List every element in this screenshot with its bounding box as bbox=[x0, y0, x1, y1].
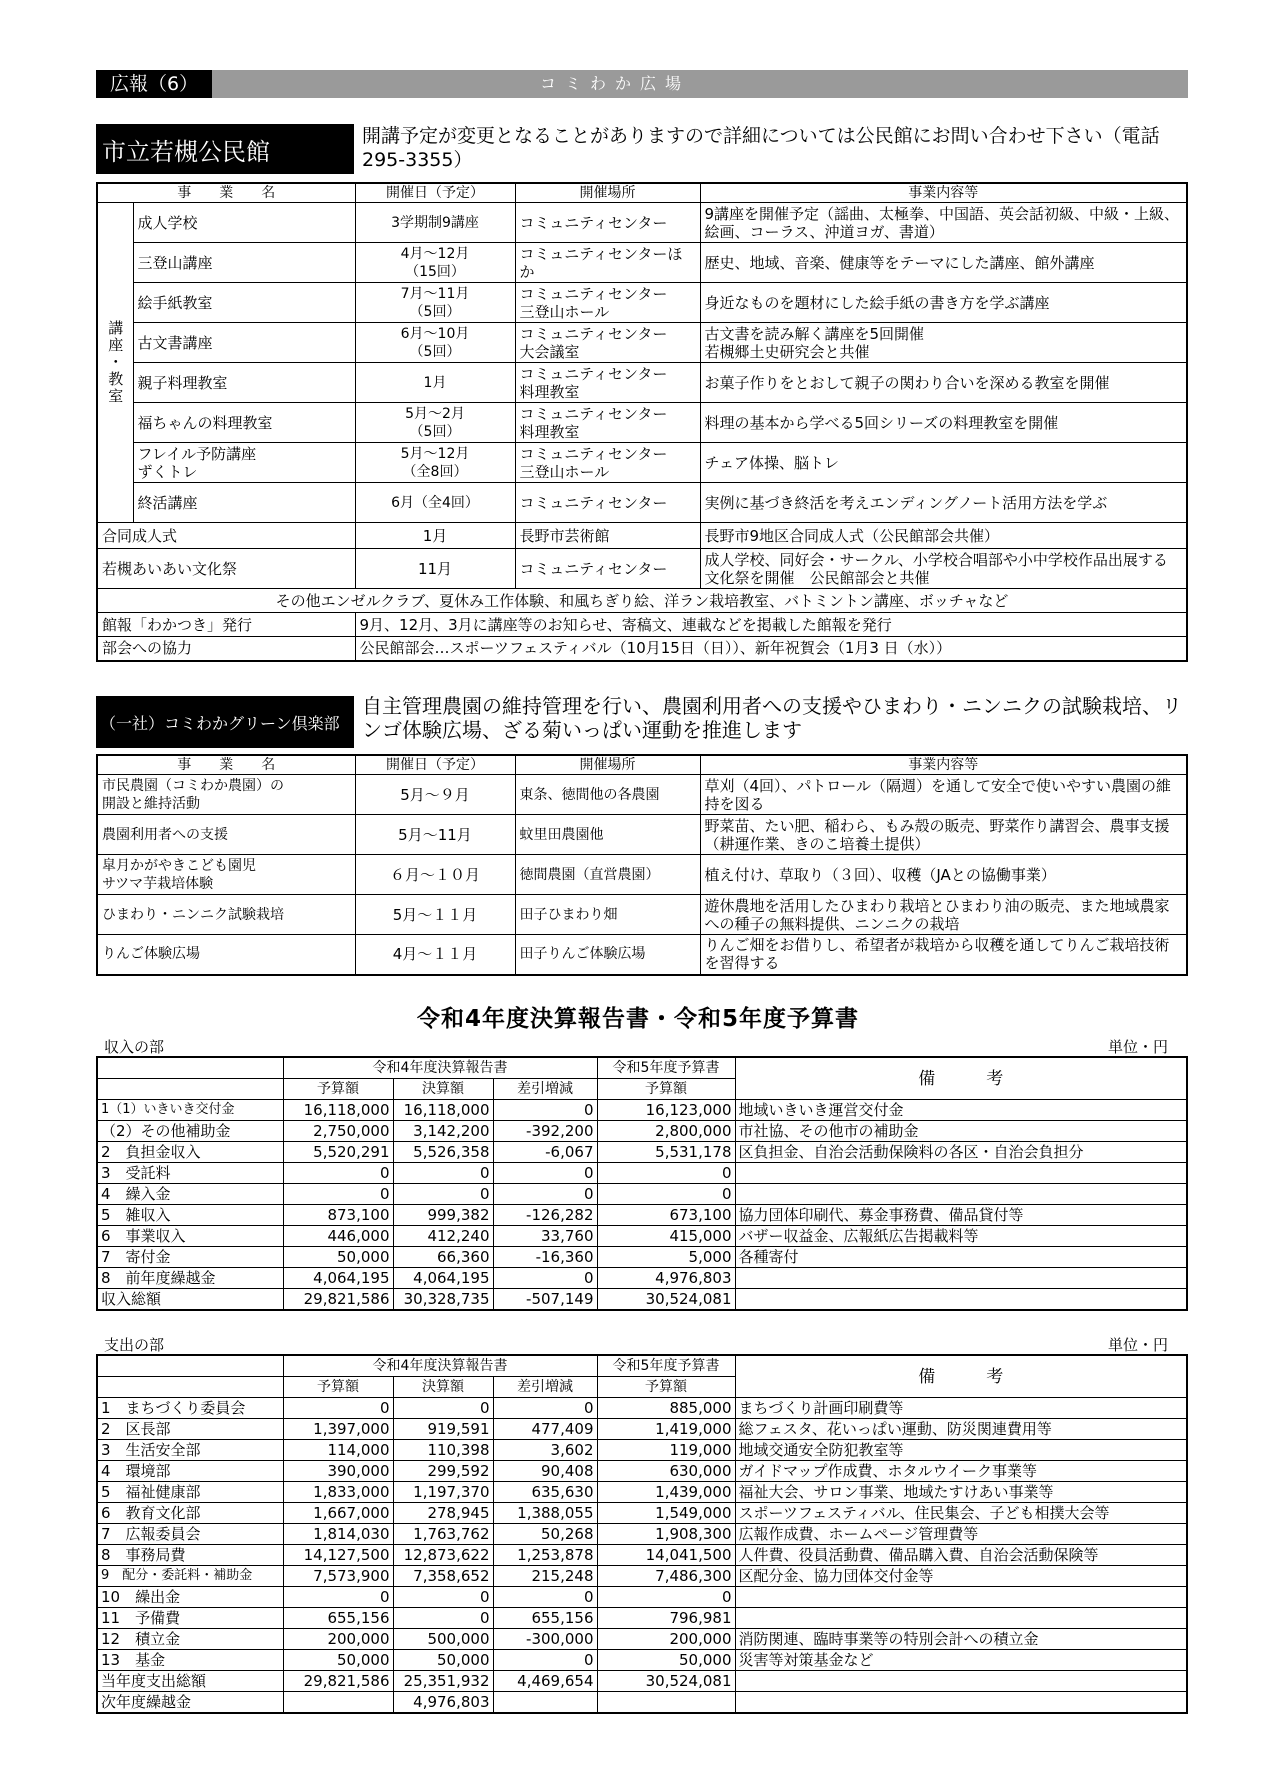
event-date: 3学期制9講座 bbox=[355, 203, 515, 243]
budget-value: 873,100 bbox=[283, 1205, 393, 1226]
event-place: コミュニティセンター 三登山ホール bbox=[515, 443, 700, 483]
empty-header bbox=[97, 1355, 283, 1377]
budget5-value: 630,000 bbox=[597, 1461, 735, 1482]
event-place: コミュニティセンター 三登山ホール bbox=[515, 283, 700, 323]
difference-value: 0 bbox=[493, 1587, 597, 1608]
kominkan-table bbox=[96, 182, 1188, 662]
settlement-value: 5,526,358 bbox=[393, 1142, 493, 1163]
table-row bbox=[97, 935, 1187, 975]
event-description: 公民館部会…スポーツフェスティバル（10月15日（日））、新年祝賀会（1月3 日（水）） bbox=[355, 637, 1187, 661]
item-name: 収入総額 bbox=[97, 1289, 283, 1311]
event-place: 田子りんご体験広場 bbox=[515, 935, 700, 975]
budget5-value bbox=[597, 1692, 735, 1714]
event-place: 徳間農園（直営農園） bbox=[515, 855, 700, 895]
event-description: 実例に基づき終活を考えエンディングノート活用方法を学ぶ bbox=[700, 483, 1187, 523]
budget5-value: 119,000 bbox=[597, 1440, 735, 1461]
notes-value bbox=[735, 1608, 1187, 1629]
table-row bbox=[97, 1608, 1187, 1629]
table-row bbox=[97, 1289, 1187, 1311]
event-description: 成人学校、同好会・サークル、小学校合唱部や小中学校作品出展する文化祭を開催 公民館部会と共催 bbox=[700, 549, 1187, 589]
event-description: 9月、12月、3月に講座等のお知らせ、寄稿文、連載などを掲載した館報を発行 bbox=[355, 613, 1187, 637]
notes-value bbox=[735, 1268, 1187, 1289]
event-date: 5月～11月 bbox=[355, 815, 515, 855]
difference-value: 635,630 bbox=[493, 1482, 597, 1503]
budget-value: 446,000 bbox=[283, 1226, 393, 1247]
other-events-note: その他エンゼルクラブ、夏休み工作体験、和風ちぎり絵、洋ラン栽培教室、バトミントン講座、ボッチャなど bbox=[97, 589, 1187, 613]
budget5-value: 1,549,000 bbox=[597, 1503, 735, 1524]
notes-value: 災害等対策基金など bbox=[735, 1650, 1187, 1671]
table-row bbox=[97, 1142, 1187, 1163]
item-name: 8 前年度繰越金 bbox=[97, 1268, 283, 1289]
table-row bbox=[97, 203, 1187, 243]
item-name: 6 教育文化部 bbox=[97, 1503, 283, 1524]
notes-value bbox=[735, 1184, 1187, 1205]
settlement-value: 50,000 bbox=[393, 1650, 493, 1671]
table-row bbox=[97, 363, 1187, 403]
budget5-value: 0 bbox=[597, 1163, 735, 1184]
notes-value: 地域いきいき運営交付金 bbox=[735, 1100, 1187, 1121]
table-row bbox=[97, 895, 1187, 935]
section-note-kominkan: 開講予定が変更となることがありますので詳細については公民館にお問い合わせ下さい（電話295-3355） bbox=[362, 125, 1160, 171]
item-name: 4 環境部 bbox=[97, 1461, 283, 1482]
budget-value: 1,667,000 bbox=[283, 1503, 393, 1524]
event-place: 蚊里田農園他 bbox=[515, 815, 700, 855]
event-name: 市民農園（コミわか農園）の 開設と維持活動 bbox=[97, 775, 355, 815]
notes-value bbox=[735, 1692, 1187, 1714]
item-name: 7 広報委員会 bbox=[97, 1524, 283, 1545]
settlement-value: 0 bbox=[393, 1398, 493, 1419]
event-name: 終活講座 bbox=[133, 483, 355, 523]
item-name: 12 積立金 bbox=[97, 1629, 283, 1650]
expense-table bbox=[96, 1354, 1188, 1714]
event-date: 7月～11月 （5回） bbox=[355, 283, 515, 323]
table-row bbox=[97, 1184, 1187, 1205]
table-row bbox=[97, 1226, 1187, 1247]
difference-value: 477,409 bbox=[493, 1419, 597, 1440]
budget-value: 7,573,900 bbox=[283, 1566, 393, 1587]
table-row bbox=[97, 1268, 1187, 1289]
budget-value: 200,000 bbox=[283, 1629, 393, 1650]
section-note-green-club: 自主管理農園の維持管理を行い、農園利用者への支援やひまわり・ニンニクの試験栽培、リンゴ体験広場、ざる菊いっぱい運動を推進します bbox=[362, 694, 1182, 742]
budget-value: 0 bbox=[283, 1587, 393, 1608]
income-unit-label: 単位・円 bbox=[1108, 1038, 1169, 1056]
table-row bbox=[97, 1247, 1187, 1268]
event-place: 東条、徳間他の各農園 bbox=[515, 775, 700, 815]
item-name: 2 負担金収入 bbox=[97, 1142, 283, 1163]
event-name: フレイル予防講座 ずくトレ bbox=[133, 443, 355, 483]
settlement-value: 110,398 bbox=[393, 1440, 493, 1461]
table-row bbox=[97, 1482, 1187, 1503]
settlement-value: 4,064,195 bbox=[393, 1268, 493, 1289]
budget-value: 2,750,000 bbox=[283, 1121, 393, 1142]
notes-value: ガイドマップ作成費、ホタルウイーク事業等 bbox=[735, 1461, 1187, 1482]
table-row bbox=[97, 1205, 1187, 1226]
budget5-value: 796,981 bbox=[597, 1608, 735, 1629]
budget-value: 4,064,195 bbox=[283, 1268, 393, 1289]
notes-value: 地域交通安全防犯教室等 bbox=[735, 1440, 1187, 1461]
event-name: 古文書講座 bbox=[133, 323, 355, 363]
settlement-value: 12,873,622 bbox=[393, 1545, 493, 1566]
budget-value: 50,000 bbox=[283, 1650, 393, 1671]
budget-value: 5,520,291 bbox=[283, 1142, 393, 1163]
item-name: 5 福祉健康部 bbox=[97, 1482, 283, 1503]
event-date: 1月 bbox=[355, 523, 515, 549]
settlement-value: 999,382 bbox=[393, 1205, 493, 1226]
budget-value: 0 bbox=[283, 1163, 393, 1184]
notes-value bbox=[735, 1289, 1187, 1311]
budget5-value: 200,000 bbox=[597, 1629, 735, 1650]
budget5-value: 30,524,081 bbox=[597, 1289, 735, 1311]
item-name: 7 寄付金 bbox=[97, 1247, 283, 1268]
difference-header: 差引増減 bbox=[493, 1377, 597, 1398]
event-date: 5月～１１月 bbox=[355, 895, 515, 935]
budget-header: 予算額 bbox=[283, 1377, 393, 1398]
difference-value: 0 bbox=[493, 1184, 597, 1205]
event-date: 6月～10月 （5回） bbox=[355, 323, 515, 363]
finance-title: 令和4年度決算報告書・令和5年度予算書 bbox=[416, 1006, 859, 1032]
notes-value: 総フェスタ、花いっぱい運動、防災関連費用等 bbox=[735, 1419, 1187, 1440]
budget5-value: 14,041,500 bbox=[597, 1545, 735, 1566]
event-place: コミュニティセンター 料理教室 bbox=[515, 403, 700, 443]
expense-unit-label: 単位・円 bbox=[1108, 1336, 1169, 1354]
table-row bbox=[97, 815, 1187, 855]
budget-value bbox=[283, 1692, 393, 1714]
budget5-value: 885,000 bbox=[597, 1398, 735, 1419]
budget5-value: 673,100 bbox=[597, 1205, 735, 1226]
event-name: 三登山講座 bbox=[133, 243, 355, 283]
table-row bbox=[97, 283, 1187, 323]
issue-badge: 広報（6） bbox=[96, 70, 212, 98]
difference-value: 3,602 bbox=[493, 1440, 597, 1461]
item-name: 10 繰出金 bbox=[97, 1587, 283, 1608]
item-name: 1（1）いきいき交付金 bbox=[97, 1100, 283, 1121]
difference-value: -300,000 bbox=[493, 1629, 597, 1650]
event-name: ひまわり・ニンニク試験栽培 bbox=[97, 895, 355, 935]
event-date: 11月 bbox=[355, 549, 515, 589]
budget-value: 655,156 bbox=[283, 1608, 393, 1629]
settlement-header: 決算額 bbox=[393, 1377, 493, 1398]
event-place: 長野市芸術館 bbox=[515, 523, 700, 549]
event-description: 身近なものを題材にした絵手紙の書き方を学ぶ講座 bbox=[700, 283, 1187, 323]
notes-value: 区配分金、協力団体交付金等 bbox=[735, 1566, 1187, 1587]
budget-value: 50,000 bbox=[283, 1247, 393, 1268]
table-row bbox=[97, 549, 1187, 589]
event-description: 野菜苗、たい肥、稲わら、もみ殻の販売、野菜作り講習会、農事支援（耕運作業、きのこ培養土提供） bbox=[700, 815, 1187, 855]
event-description: 歴史、地域、音楽、健康等をテーマにした講座、館外講座 bbox=[700, 243, 1187, 283]
event-date: 5月～９月 bbox=[355, 775, 515, 815]
column-header-content: 事業内容等 bbox=[700, 755, 1187, 775]
event-place: コミュニティセンターほか bbox=[515, 243, 700, 283]
table-row bbox=[97, 1503, 1187, 1524]
event-name: 絵手紙教室 bbox=[133, 283, 355, 323]
r4-group-header: 令和4年度決算報告書 bbox=[283, 1057, 597, 1079]
item-name: 8 事務局費 bbox=[97, 1545, 283, 1566]
section-label-green-club: （一社）コミわかグリーン倶楽部 bbox=[96, 696, 354, 748]
budget5-value: 30,524,081 bbox=[597, 1671, 735, 1692]
notes-value bbox=[735, 1587, 1187, 1608]
settlement-value: 0 bbox=[393, 1163, 493, 1184]
budget5-value: 16,123,000 bbox=[597, 1100, 735, 1121]
difference-value: 33,760 bbox=[493, 1226, 597, 1247]
notes-value: 区負担金、自治会活動保険料の各区・自治会負担分 bbox=[735, 1142, 1187, 1163]
budget5-value: 5,000 bbox=[597, 1247, 735, 1268]
difference-header: 差引増減 bbox=[493, 1079, 597, 1100]
table-row bbox=[97, 483, 1187, 523]
table-row bbox=[97, 637, 1187, 661]
notes-value bbox=[735, 1671, 1187, 1692]
difference-value: -6,067 bbox=[493, 1142, 597, 1163]
item-name: （2）その他補助金 bbox=[97, 1121, 283, 1142]
settlement-value: 500,000 bbox=[393, 1629, 493, 1650]
difference-value bbox=[493, 1692, 597, 1714]
budget-value: 390,000 bbox=[283, 1461, 393, 1482]
budget5-value: 4,976,803 bbox=[597, 1268, 735, 1289]
column-header-name: 事 業 名 bbox=[97, 183, 355, 203]
table-row bbox=[97, 1650, 1187, 1671]
event-date: 1月 bbox=[355, 363, 515, 403]
table-row bbox=[97, 1163, 1187, 1184]
notes-header: 備 考 bbox=[735, 1057, 1187, 1100]
notes-value bbox=[735, 1163, 1187, 1184]
budget5-header: 予算額 bbox=[597, 1079, 735, 1100]
item-name: 5 雑収入 bbox=[97, 1205, 283, 1226]
settlement-value: 4,976,803 bbox=[393, 1692, 493, 1714]
settlement-value: 16,118,000 bbox=[393, 1100, 493, 1121]
expense-label: 支出の部 bbox=[104, 1336, 165, 1354]
table-row bbox=[97, 1545, 1187, 1566]
item-name: 2 区長部 bbox=[97, 1419, 283, 1440]
table-row bbox=[97, 1587, 1187, 1608]
item-name: 1 まちづくり委員会 bbox=[97, 1398, 283, 1419]
event-date: 4月～12月 （15回） bbox=[355, 243, 515, 283]
budget-value: 0 bbox=[283, 1398, 393, 1419]
event-description: チェア体操、脳トレ bbox=[700, 443, 1187, 483]
event-description: 9講座を開催予定（謡曲、太極拳、中国語、英会話初級、中級・上級、絵画、コーラス、沖道ヨガ、書道） bbox=[700, 203, 1187, 243]
settlement-value: 0 bbox=[393, 1184, 493, 1205]
settlement-value: 7,358,652 bbox=[393, 1566, 493, 1587]
table-row bbox=[97, 443, 1187, 483]
table-row bbox=[97, 613, 1187, 637]
event-date: 6月（全4回） bbox=[355, 483, 515, 523]
table-row bbox=[97, 1671, 1187, 1692]
notes-value: 消防関連、臨時事業等の特別会計への積立金 bbox=[735, 1629, 1187, 1650]
budget5-value: 0 bbox=[597, 1184, 735, 1205]
difference-value: -16,360 bbox=[493, 1247, 597, 1268]
newsletter-title: コミわか広場 bbox=[540, 74, 691, 93]
r5-group-header: 令和5年度予算書 bbox=[597, 1355, 735, 1377]
budget5-value: 7,486,300 bbox=[597, 1566, 735, 1587]
event-name: 成人学校 bbox=[133, 203, 355, 243]
event-description: お菓子作りをとおして親子の関わり合いを深める教室を開催 bbox=[700, 363, 1187, 403]
table-row bbox=[97, 855, 1187, 895]
settlement-value: 0 bbox=[393, 1587, 493, 1608]
item-name: 3 生活安全部 bbox=[97, 1440, 283, 1461]
column-header-place: 開催場所 bbox=[515, 183, 700, 203]
budget5-value: 5,531,178 bbox=[597, 1142, 735, 1163]
section-label-kominkan: 市立若槻公民館 bbox=[96, 124, 354, 174]
event-place: コミュニティセンター 大会議室 bbox=[515, 323, 700, 363]
event-description: 長野市9地区合同成人式（公民館部会共催） bbox=[700, 523, 1187, 549]
event-description: りんご畑をお借りし、希望者が栽培から収穫を通してりんご栽培技術を習得する bbox=[700, 935, 1187, 975]
income-label: 収入の部 bbox=[104, 1038, 165, 1056]
difference-value: 4,469,654 bbox=[493, 1671, 597, 1692]
budget-value: 114,000 bbox=[283, 1440, 393, 1461]
column-header-date: 開催日（予定） bbox=[355, 183, 515, 203]
budget-header: 予算額 bbox=[283, 1079, 393, 1100]
notes-value: 各種寄付 bbox=[735, 1247, 1187, 1268]
table-row bbox=[97, 523, 1187, 549]
notes-value: バザー収益金、広報紙広告掲載料等 bbox=[735, 1226, 1187, 1247]
item-name: 次年度繰越金 bbox=[97, 1692, 283, 1714]
difference-value: -507,149 bbox=[493, 1289, 597, 1311]
event-name: 農園利用者への支援 bbox=[97, 815, 355, 855]
notes-value: 協力団体印刷代、募金事務費、備品貸付等 bbox=[735, 1205, 1187, 1226]
settlement-value: 3,142,200 bbox=[393, 1121, 493, 1142]
r4-group-header: 令和4年度決算報告書 bbox=[283, 1355, 597, 1377]
income-table bbox=[96, 1056, 1188, 1311]
empty-header bbox=[97, 1079, 283, 1100]
table-row bbox=[97, 323, 1187, 363]
event-name: 若槻あいあい文化祭 bbox=[97, 549, 355, 589]
budget-value: 29,821,586 bbox=[283, 1671, 393, 1692]
table-row bbox=[97, 1629, 1187, 1650]
difference-value: 0 bbox=[493, 1268, 597, 1289]
table-row bbox=[97, 775, 1187, 815]
event-name: 館報「わかつき」発行 bbox=[97, 613, 355, 637]
difference-value: 655,156 bbox=[493, 1608, 597, 1629]
difference-value: 90,408 bbox=[493, 1461, 597, 1482]
item-name: 11 予備費 bbox=[97, 1608, 283, 1629]
budget-value: 1,814,030 bbox=[283, 1524, 393, 1545]
settlement-value: 278,945 bbox=[393, 1503, 493, 1524]
table-row bbox=[97, 1692, 1187, 1714]
event-place: コミュニティセンター bbox=[515, 483, 700, 523]
notes-value: 福祉大会、サロン事業、地域たすけあい事業等 bbox=[735, 1482, 1187, 1503]
table-row bbox=[97, 1524, 1187, 1545]
event-description: 古文書を読み解く講座を5回開催 若槻郷土史研究会と共催 bbox=[700, 323, 1187, 363]
settlement-value: 30,328,735 bbox=[393, 1289, 493, 1311]
difference-value: 50,268 bbox=[493, 1524, 597, 1545]
event-description: 植え付け、草取り（３回）、収穫（JAとの協働事業） bbox=[700, 855, 1187, 895]
difference-value: 1,253,878 bbox=[493, 1545, 597, 1566]
empty-header bbox=[97, 1057, 283, 1079]
settlement-value: 25,351,932 bbox=[393, 1671, 493, 1692]
r5-group-header: 令和5年度予算書 bbox=[597, 1057, 735, 1079]
column-header-content: 事業内容等 bbox=[700, 183, 1187, 203]
event-date: 4月～１１月 bbox=[355, 935, 515, 975]
column-header-date: 開催日（予定） bbox=[355, 755, 515, 775]
difference-value: 215,248 bbox=[493, 1566, 597, 1587]
event-name: 親子料理教室 bbox=[133, 363, 355, 403]
budget-value: 0 bbox=[283, 1184, 393, 1205]
event-place: 田子ひまわり畑 bbox=[515, 895, 700, 935]
event-date: 5月～2月 （5回） bbox=[355, 403, 515, 443]
difference-value: -392,200 bbox=[493, 1121, 597, 1142]
group-label-lecture: 講座・教室 bbox=[97, 203, 133, 523]
difference-value: 0 bbox=[493, 1398, 597, 1419]
budget5-value: 1,419,000 bbox=[597, 1419, 735, 1440]
event-date: ６月～１０月 bbox=[355, 855, 515, 895]
settlement-value: 1,197,370 bbox=[393, 1482, 493, 1503]
event-description: 遊休農地を活用したひまわり栽培とひまわり油の販売、また地域農家への種子の無料提供、ニンニクの栽培 bbox=[700, 895, 1187, 935]
settlement-value: 1,763,762 bbox=[393, 1524, 493, 1545]
item-name: 4 繰入金 bbox=[97, 1184, 283, 1205]
event-name: 皐月かがやきこども園児 サツマ芋栽培体験 bbox=[97, 855, 355, 895]
empty-header bbox=[97, 1377, 283, 1398]
table-row bbox=[97, 243, 1187, 283]
budget5-value: 1,908,300 bbox=[597, 1524, 735, 1545]
difference-value: 0 bbox=[493, 1650, 597, 1671]
green-club-table bbox=[96, 754, 1188, 976]
budget5-value: 415,000 bbox=[597, 1226, 735, 1247]
budget-value: 1,833,000 bbox=[283, 1482, 393, 1503]
column-header-name: 事 業 名 bbox=[97, 755, 355, 775]
difference-value: 1,388,055 bbox=[493, 1503, 597, 1524]
item-name: 9 配分・委託料・補助金 bbox=[97, 1566, 283, 1587]
notes-value: 市社協、その他市の補助金 bbox=[735, 1121, 1187, 1142]
notes-value: スポーツフェスティバル、住民集会、子ども相撲大会等 bbox=[735, 1503, 1187, 1524]
event-name: 福ちゃんの料理教室 bbox=[133, 403, 355, 443]
budget-value: 29,821,586 bbox=[283, 1289, 393, 1311]
settlement-value: 919,591 bbox=[393, 1419, 493, 1440]
table-row bbox=[97, 403, 1187, 443]
event-name: 部会への協力 bbox=[97, 637, 355, 661]
table-row bbox=[97, 1566, 1187, 1587]
settlement-value: 0 bbox=[393, 1608, 493, 1629]
table-row bbox=[97, 1121, 1187, 1142]
budget-value: 1,397,000 bbox=[283, 1419, 393, 1440]
budget5-value: 1,439,000 bbox=[597, 1482, 735, 1503]
event-place: コミュニティセンター 料理教室 bbox=[515, 363, 700, 403]
event-name: 合同成人式 bbox=[97, 523, 355, 549]
table-row bbox=[97, 1100, 1187, 1121]
budget5-header: 予算額 bbox=[597, 1377, 735, 1398]
budget5-value: 0 bbox=[597, 1587, 735, 1608]
event-place: コミュニティセンター bbox=[515, 549, 700, 589]
settlement-header: 決算額 bbox=[393, 1079, 493, 1100]
event-name: りんご体験広場 bbox=[97, 935, 355, 975]
event-description: 草刈（4回）、パトロール（隔週）を通して安全で使いやすい農園の維持を図る bbox=[700, 775, 1187, 815]
notes-value: 広報作成費、ホームページ管理費等 bbox=[735, 1524, 1187, 1545]
difference-value: 0 bbox=[493, 1100, 597, 1121]
item-name: 当年度支出総額 bbox=[97, 1671, 283, 1692]
settlement-value: 66,360 bbox=[393, 1247, 493, 1268]
budget-value: 14,127,500 bbox=[283, 1545, 393, 1566]
difference-value: -126,282 bbox=[493, 1205, 597, 1226]
notes-header: 備 考 bbox=[735, 1355, 1187, 1398]
event-description: 料理の基本から学べる5回シリーズの料理教室を開催 bbox=[700, 403, 1187, 443]
settlement-value: 299,592 bbox=[393, 1461, 493, 1482]
item-name: 13 基金 bbox=[97, 1650, 283, 1671]
difference-value: 0 bbox=[493, 1163, 597, 1184]
notes-value: 人件費、役員活動費、備品購入費、自治会活動保険等 bbox=[735, 1545, 1187, 1566]
event-place: コミュニティセンター bbox=[515, 203, 700, 243]
table-row bbox=[97, 1419, 1187, 1440]
settlement-value: 412,240 bbox=[393, 1226, 493, 1247]
table-row bbox=[97, 1440, 1187, 1461]
budget5-value: 2,800,000 bbox=[597, 1121, 735, 1142]
budget5-value: 50,000 bbox=[597, 1650, 735, 1671]
budget-value: 16,118,000 bbox=[283, 1100, 393, 1121]
column-header-place: 開催場所 bbox=[515, 755, 700, 775]
event-date: 5月～12月 （全8回） bbox=[355, 443, 515, 483]
item-name: 6 事業収入 bbox=[97, 1226, 283, 1247]
notes-value: まちづくり計画印刷費等 bbox=[735, 1398, 1187, 1419]
table-row bbox=[97, 1398, 1187, 1419]
table-row bbox=[97, 1461, 1187, 1482]
item-name: 3 受託料 bbox=[97, 1163, 283, 1184]
